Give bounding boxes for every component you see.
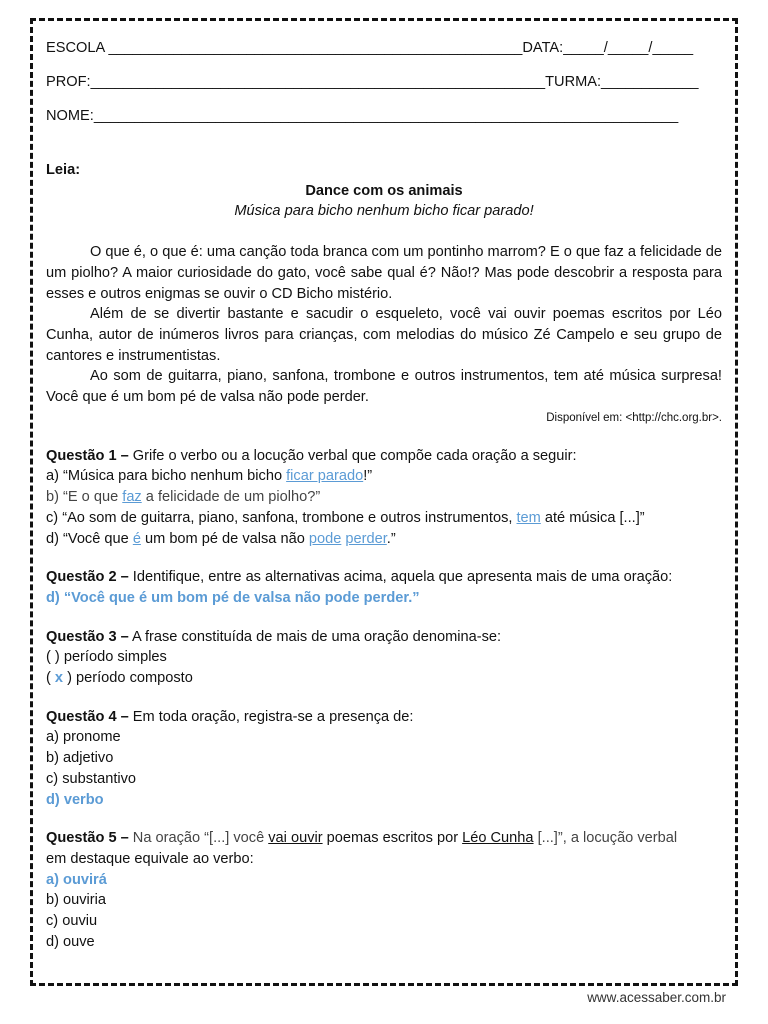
q5-option-a-answer[interactable]: a) ouvirá xyxy=(46,871,107,888)
q3-option-simple[interactable]: ( ) período simples xyxy=(46,649,167,666)
question-4-prompt: Em toda oração, registra-se a presença de: xyxy=(128,708,414,725)
teacher-class-line xyxy=(46,74,722,108)
q1-a-text: a) “Música para bicho nenhum bicho xyxy=(46,468,287,485)
q1-d-text: d) “Você que xyxy=(46,530,133,547)
q1-b-text: b) “E o que xyxy=(46,489,123,506)
q1-item-b xyxy=(46,487,722,508)
q1-a-end: !” xyxy=(363,468,373,485)
q5-option-b[interactable]: b) ouviria xyxy=(46,892,107,909)
source-citation: Disponível em: <http://chc.org.br>. xyxy=(546,411,722,424)
question-3-label: Questão 3 – xyxy=(46,628,129,645)
question-5 xyxy=(46,828,722,849)
paragraph-2: Além de se divertir bastante e sacudir o esqueleto, você vai ouvir poemas escritos por Léo Cunha, autor de inúmeros livros para crianças, com melodias do músico Zé Campelo e seu grupo de cantores e instrumentistas. xyxy=(46,306,722,364)
q1-c-text: c) “Ao som de guitarra, piano, sanfona, trombone e outros instrumentos, xyxy=(46,509,517,526)
escola-field[interactable]: ESCOLA ___________________________________________________DATA:_____/_____/_____ xyxy=(46,40,694,56)
question-2-label: Questão 2 – xyxy=(46,569,129,586)
q1-d-end: .” xyxy=(386,530,396,547)
q1-d-verb-2: pode xyxy=(308,530,342,547)
q1-d-mid: um bom pé de valsa não xyxy=(140,530,309,547)
q1-b-end: a felicidade de um piolho?” xyxy=(141,489,321,506)
question-2-prompt: Identifique, entre as alternativas acima, aquela que apresenta mais de uma oração: xyxy=(128,569,673,586)
q1-item-c xyxy=(46,508,722,529)
footer-site[interactable]: www.acessaber.com.br xyxy=(587,990,726,1005)
paragraph-3: Ao som de guitarra, piano, sanfona, trombone e outros instrumentos, tem até música surpresa! Você que é um bom pé de valsa não pode perder. xyxy=(46,368,722,406)
q3-option-composite[interactable] xyxy=(46,668,722,689)
q5-text-1: Na oração “[...] você xyxy=(128,830,269,847)
q1-d-verb-1: é xyxy=(132,530,141,547)
q5-text-3: [...]”, a locução verbal xyxy=(533,830,678,847)
worksheet xyxy=(46,40,722,953)
q4-option-a[interactable]: a) pronome xyxy=(46,729,121,746)
school-date-line xyxy=(46,40,722,74)
q4-option-b[interactable]: b) adjetivo xyxy=(46,750,114,767)
prof-field[interactable]: PROF:________________________________________________________TURMA:____________ xyxy=(46,74,699,90)
q3-paren-open: ( xyxy=(46,670,55,687)
question-5-label: Questão 5 – xyxy=(46,830,129,847)
q1-d-verb-3: perder xyxy=(345,530,387,547)
q1-item-d xyxy=(46,529,722,550)
q1-item-a xyxy=(46,466,722,487)
q5-text-2: poemas escritos por xyxy=(322,830,463,847)
q5-option-d[interactable]: d) ouve xyxy=(46,933,95,950)
q1-c-end: até música [...]” xyxy=(540,509,645,526)
text-subtitle: Música para bicho nenhum bicho ficar parado! xyxy=(234,203,534,220)
question-1-label: Questão 1 – xyxy=(46,447,129,464)
question-1-prompt: Grife o verbo ou a locução verbal que compõe cada oração a seguir: xyxy=(128,447,577,464)
question-2 xyxy=(46,567,722,588)
question-1 xyxy=(46,446,722,467)
question-4 xyxy=(46,707,722,728)
nome-field[interactable]: NOME:________________________________________________________________________ xyxy=(46,108,679,124)
question-3 xyxy=(46,627,722,648)
question-3-prompt: A frase constituída de mais de uma oração denomina-se: xyxy=(128,628,502,645)
q5-author-name: Léo Cunha xyxy=(462,830,534,847)
q5-verbal-phrase: vai ouvir xyxy=(268,830,323,847)
name-line xyxy=(46,108,722,142)
q5-option-c[interactable]: c) ouviu xyxy=(46,913,98,930)
q5-prompt-line-2: em destaque equivale ao verbo: xyxy=(46,850,254,867)
paragraph-1: O que é, o que é: uma canção toda branca com um pontinho marrom? E o que faz a felicidade de um piolho? A maior curiosidade do gato, você sabe qual é? Não!? Mas pode descobrir a resposta para esses e outros enigmas se ouvir o CD Bicho mistério. xyxy=(46,244,722,302)
text-title: Dance com os animais xyxy=(305,182,463,199)
q2-answer: d) “Você que é um bom pé de valsa não pode perder.” xyxy=(46,589,420,606)
q1-c-verb: tem xyxy=(516,509,541,526)
q3-check-mark: x xyxy=(54,670,64,687)
question-4-label: Questão 4 – xyxy=(46,708,129,725)
q4-option-c[interactable]: c) substantivo xyxy=(46,770,137,787)
q1-a-verb: ficar parado xyxy=(286,468,364,485)
q3-option-composite-label: ) período composto xyxy=(63,670,193,687)
q4-option-d-answer[interactable]: d) verbo xyxy=(46,791,104,808)
q1-b-verb: faz xyxy=(122,489,142,506)
read-label: Leia: xyxy=(46,162,81,178)
